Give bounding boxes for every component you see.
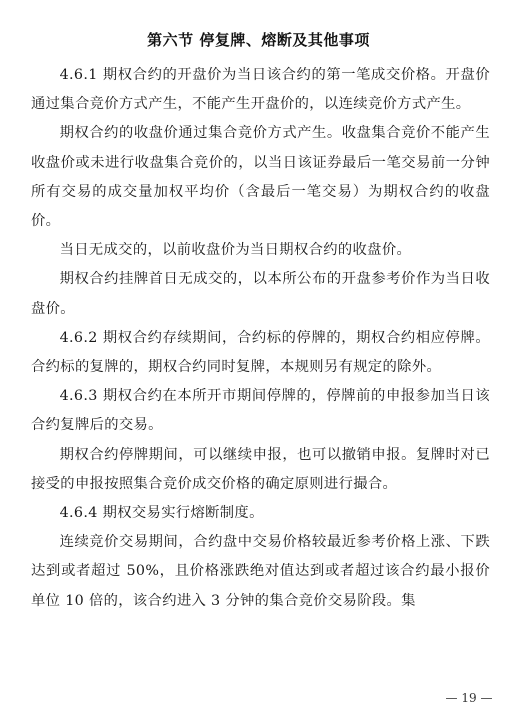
- paragraph-4-6-2: 4.6.2 期权合约存续期间，合约标的停牌的，期权合约相应停牌。合约标的复牌的，期权合约同时复牌，本规则另有规定的除外。: [31, 329, 490, 376]
- paragraph-4-6-4: 4.6.4 期权交易实行熔断制度。: [59, 505, 264, 522]
- body-text: [31, 61, 490, 616]
- paragraph-suspension-orders: 期权合约停牌期间，可以继续申报，也可以撤销申报。复牌时对已接受的申报按照集合竞价成交价格的确定原则进行撮合。: [31, 446, 490, 492]
- paragraph-4-6-3: 4.6.3 期权合约在本所开市期间停牌的，停牌前的申报参加当日该合约复牌后的交易。: [31, 388, 490, 434]
- section-heading: 第六节 停复牌、熔断及其他事项: [147, 31, 370, 49]
- page-number: — 19 —: [445, 691, 493, 705]
- paragraph-4-6-1: 4.6.1 期权合约的开盘价为当日该合约的第一笔成交价格。开盘价通过集合竞价方式产生，不能产生开盘价的，以连续竞价方式产生。: [31, 67, 490, 113]
- paragraph-closing-price: 期权合约的收盘价通过集合竞价方式产生。收盘集合竞价不能产生收盘价或未进行收盘集合竞价的，以当日该证券最后一笔交易前一分钟所有交易的成交量加权平均价（含最后一笔交易）为期权合约的收盘价。: [31, 125, 490, 230]
- paragraph-no-trade-day: 当日无成交的，以前收盘价为当日期权合约的收盘价。: [59, 242, 412, 259]
- paragraph-circuit-breaker: 连续竞价交易期间，合约盘中交易价格较最近参考价格上涨、下跌达到或者超过 50%，且价格涨跌绝对值达到或者超过该合约最小报价单位 10 倍的，该合约进入 3 分钟的集合竞价交易阶段。集: [31, 534, 490, 609]
- paragraph-listing-day: 期权合约挂牌首日无成交的，以本所公布的开盘参考价作为当日收盘价。: [31, 271, 490, 317]
